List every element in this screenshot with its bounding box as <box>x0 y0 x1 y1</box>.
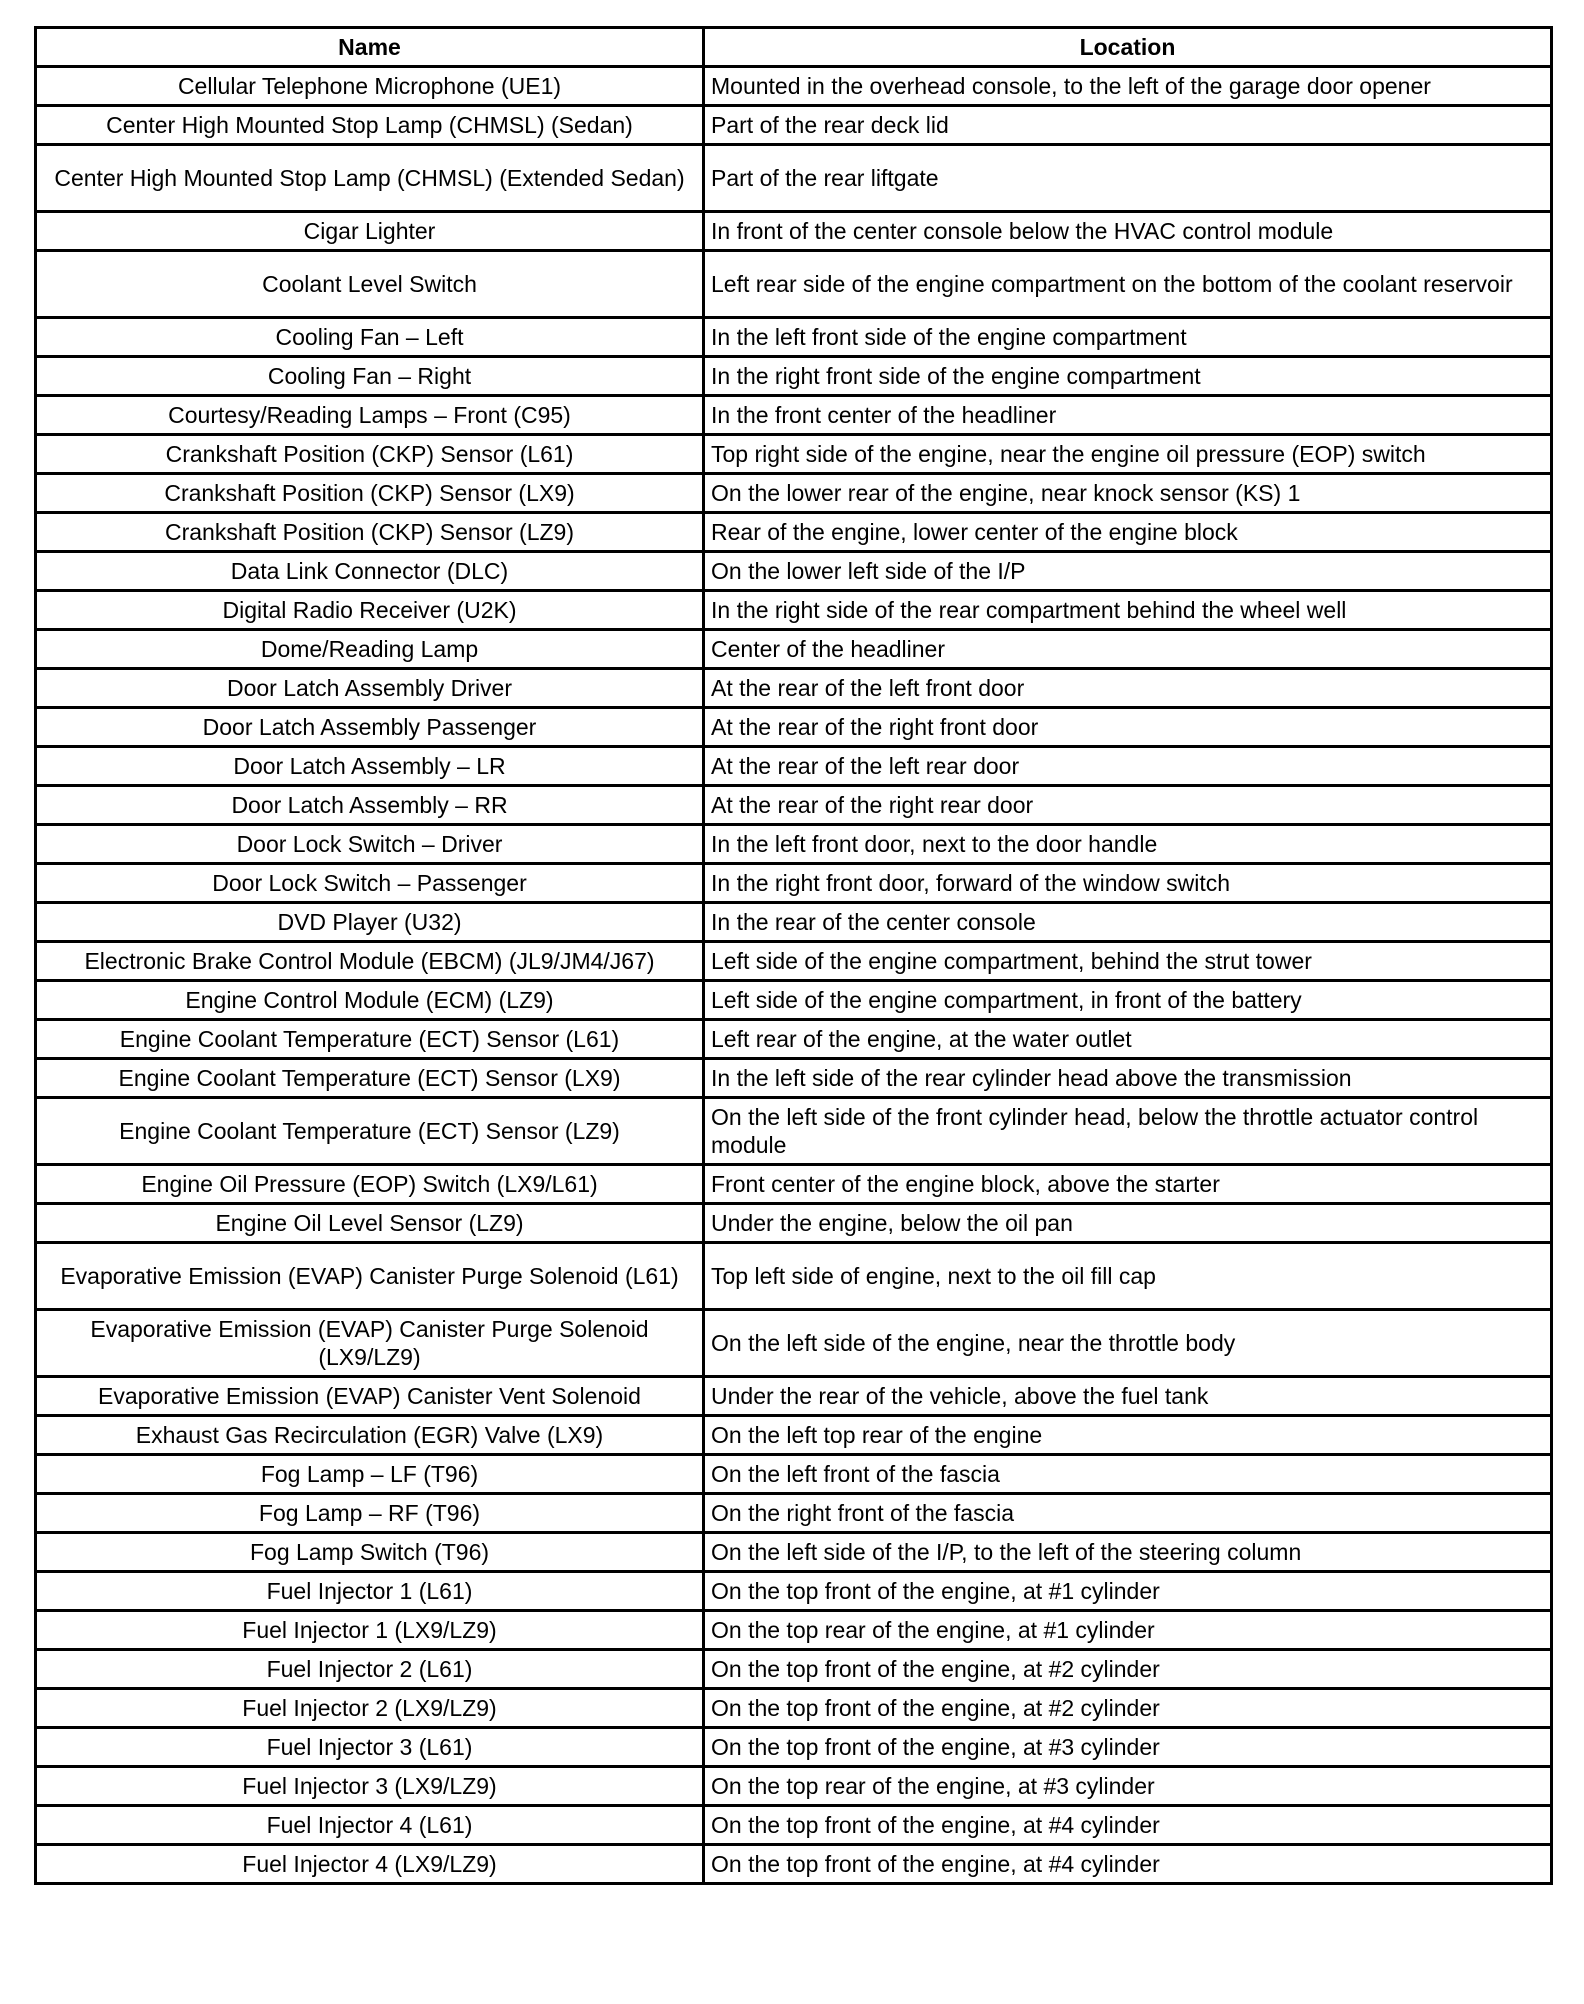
name-cell: Door Lock Switch – Passenger <box>36 864 704 903</box>
name-cell: Fuel Injector 2 (LX9/LZ9) <box>36 1689 704 1728</box>
table-row <box>36 1204 1552 1243</box>
location-cell: In the rear of the center console <box>704 903 1552 942</box>
location-cell: On the left side of the engine, near the throttle body <box>704 1310 1552 1377</box>
location-cell: On the top rear of the engine, at #3 cylinder <box>704 1767 1552 1806</box>
location-cell: In the left front door, next to the door handle <box>704 825 1552 864</box>
table-row <box>36 981 1552 1020</box>
name-cell: Fuel Injector 3 (L61) <box>36 1728 704 1767</box>
name-cell: Data Link Connector (DLC) <box>36 552 704 591</box>
location-cell: Top right side of the engine, near the engine oil pressure (EOP) switch <box>704 435 1552 474</box>
name-cell: Evaporative Emission (EVAP) Canister Purge Solenoid (L61) <box>36 1243 704 1310</box>
table-row <box>36 1494 1552 1533</box>
location-cell: On the left side of the I/P, to the left of the steering column <box>704 1533 1552 1572</box>
location-cell: Mounted in the overhead console, to the left of the garage door opener <box>704 67 1552 106</box>
table-row <box>36 474 1552 513</box>
name-cell: Fuel Injector 4 (LX9/LZ9) <box>36 1845 704 1884</box>
name-cell: Center High Mounted Stop Lamp (CHMSL) (Extended Sedan) <box>36 145 704 212</box>
location-cell: Center of the headliner <box>704 630 1552 669</box>
name-cell: Dome/Reading Lamp <box>36 630 704 669</box>
table-row <box>36 212 1552 251</box>
location-column-header: Location <box>704 28 1552 67</box>
table-row <box>36 1165 1552 1204</box>
table-row <box>36 396 1552 435</box>
table-row <box>36 318 1552 357</box>
name-cell: Crankshaft Position (CKP) Sensor (LX9) <box>36 474 704 513</box>
table-row <box>36 552 1552 591</box>
location-cell: In the right front door, forward of the window switch <box>704 864 1552 903</box>
table-row <box>36 747 1552 786</box>
location-cell: On the lower left side of the I/P <box>704 552 1552 591</box>
component-location-sheet <box>34 26 1550 1885</box>
location-cell: On the top front of the engine, at #4 cylinder <box>704 1806 1552 1845</box>
location-cell: At the rear of the right front door <box>704 708 1552 747</box>
name-cell: Crankshaft Position (CKP) Sensor (LZ9) <box>36 513 704 552</box>
location-cell: Under the engine, below the oil pan <box>704 1204 1552 1243</box>
table-row <box>36 591 1552 630</box>
name-cell: Fuel Injector 2 (L61) <box>36 1650 704 1689</box>
name-cell: Cooling Fan – Right <box>36 357 704 396</box>
component-location-table <box>34 26 1553 1885</box>
table-row <box>36 1650 1552 1689</box>
location-cell: On the top front of the engine, at #3 cylinder <box>704 1728 1552 1767</box>
name-cell: Fog Lamp Switch (T96) <box>36 1533 704 1572</box>
name-cell: Evaporative Emission (EVAP) Canister Purge Solenoid (LX9/LZ9) <box>36 1310 704 1377</box>
table-row <box>36 786 1552 825</box>
name-cell: Courtesy/Reading Lamps – Front (C95) <box>36 396 704 435</box>
location-cell: On the top front of the engine, at #4 cylinder <box>704 1845 1552 1884</box>
name-cell: Engine Coolant Temperature (ECT) Sensor (LX9) <box>36 1059 704 1098</box>
table-row <box>36 1767 1552 1806</box>
table-row <box>36 106 1552 145</box>
table-row <box>36 630 1552 669</box>
location-cell: At the rear of the left front door <box>704 669 1552 708</box>
table-row <box>36 708 1552 747</box>
location-cell: Part of the rear deck lid <box>704 106 1552 145</box>
location-cell: Left side of the engine compartment, in front of the battery <box>704 981 1552 1020</box>
table-row <box>36 1845 1552 1884</box>
name-cell: Fog Lamp – RF (T96) <box>36 1494 704 1533</box>
location-cell: At the rear of the right rear door <box>704 786 1552 825</box>
location-cell: In front of the center console below the HVAC control module <box>704 212 1552 251</box>
table-row <box>36 435 1552 474</box>
name-cell: Door Latch Assembly – LR <box>36 747 704 786</box>
table-row <box>36 1728 1552 1767</box>
table-row <box>36 1689 1552 1728</box>
location-cell: Rear of the engine, lower center of the engine block <box>704 513 1552 552</box>
name-cell: Engine Oil Pressure (EOP) Switch (LX9/L61) <box>36 1165 704 1204</box>
table-row <box>36 1098 1552 1165</box>
table-row <box>36 1377 1552 1416</box>
table-row <box>36 1310 1552 1377</box>
location-cell: On the left top rear of the engine <box>704 1416 1552 1455</box>
table-row <box>36 67 1552 106</box>
location-cell: Left rear of the engine, at the water outlet <box>704 1020 1552 1059</box>
table-body <box>36 67 1552 1884</box>
location-cell: On the lower rear of the engine, near knock sensor (KS) 1 <box>704 474 1552 513</box>
name-cell: Center High Mounted Stop Lamp (CHMSL) (Sedan) <box>36 106 704 145</box>
name-cell: Fog Lamp – LF (T96) <box>36 1455 704 1494</box>
name-cell: Crankshaft Position (CKP) Sensor (L61) <box>36 435 704 474</box>
location-cell: On the left front of the fascia <box>704 1455 1552 1494</box>
name-cell: DVD Player (U32) <box>36 903 704 942</box>
name-cell: Engine Coolant Temperature (ECT) Sensor (L61) <box>36 1020 704 1059</box>
location-cell: Part of the rear liftgate <box>704 145 1552 212</box>
name-cell: Digital Radio Receiver (U2K) <box>36 591 704 630</box>
name-cell: Exhaust Gas Recirculation (EGR) Valve (LX9) <box>36 1416 704 1455</box>
location-cell: In the front center of the headliner <box>704 396 1552 435</box>
name-cell: Fuel Injector 4 (L61) <box>36 1806 704 1845</box>
location-cell: On the right front of the fascia <box>704 1494 1552 1533</box>
name-cell: Fuel Injector 3 (LX9/LZ9) <box>36 1767 704 1806</box>
location-cell: On the top front of the engine, at #1 cylinder <box>704 1572 1552 1611</box>
location-cell: Front center of the engine block, above the starter <box>704 1165 1552 1204</box>
header-row <box>36 28 1552 67</box>
name-cell: Engine Oil Level Sensor (LZ9) <box>36 1204 704 1243</box>
name-cell: Cooling Fan – Left <box>36 318 704 357</box>
location-cell: In the right side of the rear compartment behind the wheel well <box>704 591 1552 630</box>
name-cell: Fuel Injector 1 (LX9/LZ9) <box>36 1611 704 1650</box>
name-cell: Fuel Injector 1 (L61) <box>36 1572 704 1611</box>
table-row <box>36 1020 1552 1059</box>
table-row <box>36 864 1552 903</box>
name-cell: Door Latch Assembly – RR <box>36 786 704 825</box>
name-cell: Cellular Telephone Microphone (UE1) <box>36 67 704 106</box>
table-row <box>36 145 1552 212</box>
location-cell: Left side of the engine compartment, behind the strut tower <box>704 942 1552 981</box>
name-cell: Door Latch Assembly Driver <box>36 669 704 708</box>
location-cell: On the left side of the front cylinder head, below the throttle actuator control module <box>704 1098 1552 1165</box>
location-cell: Under the rear of the vehicle, above the fuel tank <box>704 1377 1552 1416</box>
location-cell: In the left front side of the engine compartment <box>704 318 1552 357</box>
location-cell: On the top front of the engine, at #2 cylinder <box>704 1689 1552 1728</box>
location-cell: Top left side of engine, next to the oil fill cap <box>704 1243 1552 1310</box>
location-cell: On the top front of the engine, at #2 cylinder <box>704 1650 1552 1689</box>
name-cell: Engine Coolant Temperature (ECT) Sensor (LZ9) <box>36 1098 704 1165</box>
name-cell: Door Lock Switch – Driver <box>36 825 704 864</box>
table-row <box>36 825 1552 864</box>
table-row <box>36 942 1552 981</box>
table-row <box>36 1455 1552 1494</box>
table-row <box>36 1611 1552 1650</box>
name-cell: Electronic Brake Control Module (EBCM) (JL9/JM4/J67) <box>36 942 704 981</box>
location-cell: In the left side of the rear cylinder head above the transmission <box>704 1059 1552 1098</box>
table-row <box>36 1059 1552 1098</box>
table-row <box>36 1572 1552 1611</box>
name-cell: Door Latch Assembly Passenger <box>36 708 704 747</box>
name-column-header: Name <box>36 28 704 67</box>
name-cell: Cigar Lighter <box>36 212 704 251</box>
table-row <box>36 669 1552 708</box>
name-cell: Engine Control Module (ECM) (LZ9) <box>36 981 704 1020</box>
table-row <box>36 903 1552 942</box>
table-row <box>36 357 1552 396</box>
table-row <box>36 251 1552 318</box>
table-row <box>36 1243 1552 1310</box>
name-cell: Evaporative Emission (EVAP) Canister Vent Solenoid <box>36 1377 704 1416</box>
location-cell: Left rear side of the engine compartment on the bottom of the coolant reservoir <box>704 251 1552 318</box>
location-cell: On the top rear of the engine, at #1 cylinder <box>704 1611 1552 1650</box>
location-cell: In the right front side of the engine compartment <box>704 357 1552 396</box>
table-row <box>36 1533 1552 1572</box>
location-cell: At the rear of the left rear door <box>704 747 1552 786</box>
table-row <box>36 1416 1552 1455</box>
name-cell: Coolant Level Switch <box>36 251 704 318</box>
table-row <box>36 1806 1552 1845</box>
table-row <box>36 513 1552 552</box>
